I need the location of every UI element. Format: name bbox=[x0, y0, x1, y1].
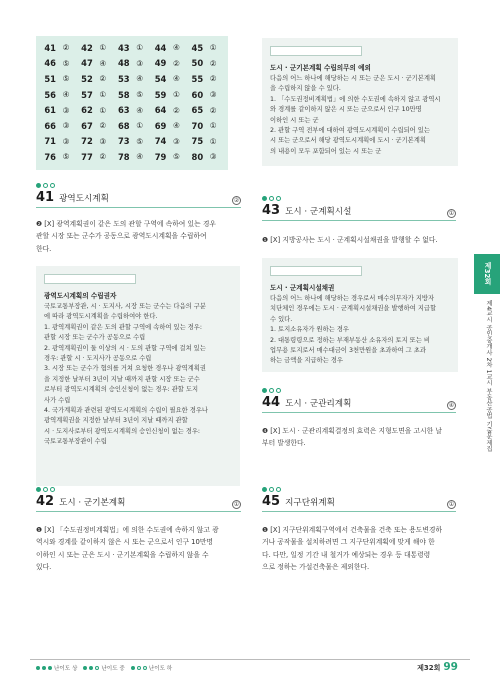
difficulty-dot-icon bbox=[50, 487, 55, 492]
explanation-line: ❷ [X] 광역계획권이 같은 도의 관할 구역에 속하여 있는 경우 bbox=[36, 220, 216, 228]
explanation-line: 부터 발생한다. bbox=[262, 439, 306, 448]
answer-choice: ② bbox=[99, 121, 107, 131]
difficulty-legend bbox=[36, 664, 172, 672]
question-45-header bbox=[262, 487, 456, 512]
answer-choice: ⑤ bbox=[172, 152, 180, 162]
answer-choice: ① bbox=[99, 90, 107, 100]
difficulty-dot-icon bbox=[262, 487, 267, 492]
footer-divider bbox=[30, 659, 470, 660]
answer-cell bbox=[40, 121, 77, 131]
box-text-line: 관할 시장 또는 군수가 공동으로 수립 bbox=[44, 334, 146, 342]
answer-question-number: 79 bbox=[154, 151, 167, 162]
box-title: 도시 · 군기본계획 수립의무의 예외 bbox=[270, 64, 371, 72]
explanation-line: 한다. bbox=[36, 244, 52, 253]
answer-question-number: 80 bbox=[191, 151, 204, 162]
answer-circle-icon: ① bbox=[448, 501, 455, 508]
answer-choice: ④ bbox=[172, 43, 180, 53]
answer-row bbox=[40, 134, 224, 150]
difficulty-dot-icon bbox=[269, 196, 274, 201]
question-44-header bbox=[262, 388, 456, 413]
question-44-explanation bbox=[262, 425, 442, 450]
difficulty-dot-icon bbox=[276, 196, 281, 201]
difficulty-dot-icon bbox=[36, 487, 41, 492]
side-tab-label: 제32회 bbox=[483, 262, 491, 286]
question-number: 45 bbox=[262, 494, 281, 509]
exception-info-box bbox=[262, 38, 458, 166]
answer-circle-icon: ① bbox=[233, 501, 240, 508]
answer-question-number: 65 bbox=[191, 105, 204, 116]
explanation-line: 으로 정하는 가설건축물은 제외한다. bbox=[262, 563, 370, 572]
box-text-line: 4. 국가계획과 관련된 광역도시계획의 수립이 필요한 경우나 bbox=[44, 407, 209, 415]
answer-cell bbox=[77, 90, 114, 100]
box-text-line: 광역계획권을 지정한 날부터 3년이 지날 때까지 관할 bbox=[44, 417, 188, 425]
answer-cell bbox=[187, 74, 224, 84]
answer-cell bbox=[187, 105, 224, 115]
answer-choice: ③ bbox=[172, 136, 180, 146]
question-number: 44 bbox=[262, 395, 281, 410]
box-text-line: 에 따라 광역도시계획을 수립하여야 한다. bbox=[44, 313, 158, 321]
answer-question-number: 50 bbox=[191, 58, 204, 69]
box-text-line: 시 또는 군으로서 해당 광역도시계획에 도시 · 군기본계획 bbox=[270, 137, 426, 145]
difficulty-dot-icon bbox=[36, 183, 41, 188]
answer-circle-icon: ① bbox=[448, 210, 455, 217]
answer-question-number: 49 bbox=[154, 58, 167, 69]
difficulty-dot-icon bbox=[276, 388, 281, 393]
answer-choice: ① bbox=[136, 43, 143, 53]
difficulty-dot-icon bbox=[89, 666, 93, 670]
question-number: 43 bbox=[262, 203, 281, 218]
difficulty-dot-icon bbox=[43, 183, 48, 188]
answer-choice: ④ bbox=[172, 121, 180, 131]
difficulty-dot-icon bbox=[276, 487, 281, 492]
box-text-line: 국토교통부장관이 수립 bbox=[44, 438, 107, 446]
answer-cell bbox=[114, 74, 151, 84]
answer-cell bbox=[114, 136, 151, 146]
answer-cell bbox=[150, 121, 187, 131]
box-text-line: 국토교통부장관, 시 · 도지사, 시장 또는 군수는 다음의 구분 bbox=[44, 303, 206, 310]
answer-cell bbox=[187, 136, 224, 146]
answer-cell bbox=[77, 58, 114, 68]
answer-question-number: 64 bbox=[154, 105, 167, 116]
question-45-explanation bbox=[262, 524, 442, 574]
answer-cell bbox=[150, 105, 187, 115]
answer-question-number: 54 bbox=[154, 73, 167, 84]
box-text-line: 경우: 관할 시 · 도지사가 공동으로 수립 bbox=[44, 355, 152, 363]
answer-cell bbox=[187, 152, 224, 162]
answer-cell bbox=[150, 74, 187, 84]
answer-choice: ③ bbox=[62, 136, 70, 146]
answer-choice: ① bbox=[209, 43, 217, 53]
answer-cell bbox=[187, 121, 224, 131]
box-text-line: 1. 「수도권정비계획법」에 의한 수도권에 속하지 않고 광역시 bbox=[270, 95, 441, 103]
answer-cell bbox=[77, 136, 114, 146]
difficulty-dot-icon bbox=[83, 666, 87, 670]
answer-choice: ⑤ bbox=[62, 152, 70, 162]
answer-question-number: 66 bbox=[44, 120, 56, 131]
answer-cell bbox=[77, 43, 114, 53]
difficulty-dot-icon bbox=[131, 666, 135, 670]
answer-cell bbox=[77, 74, 114, 84]
answer-choice: ③ bbox=[62, 121, 70, 131]
answer-question-number: 61 bbox=[44, 105, 56, 116]
explanation-line: 이하인 시 또는 군은 도시 · 군기본계획을 수립하지 않을 수 bbox=[36, 550, 209, 559]
answer-cell bbox=[150, 90, 187, 100]
box-text-line: 하는 금액을 지급하는 경우 bbox=[270, 357, 343, 365]
answer-cell bbox=[40, 43, 77, 53]
box-text-line: 2. 관할 구역 전부에 대하여 광역도시계획이 수립되어 있는 bbox=[270, 127, 430, 135]
answer-cell bbox=[77, 121, 114, 131]
answer-choice: ⑤ bbox=[62, 74, 70, 84]
answer-choice: ③ bbox=[99, 136, 107, 146]
answer-choice: ④ bbox=[62, 90, 70, 100]
chapter-side-tab bbox=[474, 254, 500, 294]
answer-choice: ④ bbox=[136, 74, 143, 84]
answer-cell bbox=[40, 136, 77, 146]
answer-question-number: 73 bbox=[117, 136, 130, 147]
box-text-line: 을 지정한 날부터 3년이 지날 때까지 관할 시장 또는 군수 bbox=[44, 375, 200, 383]
answer-choice: ③ bbox=[209, 90, 217, 100]
answer-question-number: 45 bbox=[191, 42, 204, 53]
answer-question-number: 74 bbox=[154, 136, 167, 147]
answer-choice: ⑤ bbox=[62, 58, 70, 68]
answer-cell bbox=[114, 58, 151, 68]
explanation-line: 역시와 경계를 같이하지 않은 시 또는 군으로서 인구 10만명 bbox=[36, 538, 213, 547]
page-number: 99 bbox=[443, 661, 458, 673]
answer-choice: ① bbox=[209, 136, 217, 146]
difficulty-dots bbox=[262, 388, 456, 393]
answer-question-number: 57 bbox=[81, 89, 93, 100]
answer-choice: ② bbox=[172, 58, 180, 68]
answer-cell bbox=[114, 90, 151, 100]
difficulty-dot-icon bbox=[43, 487, 48, 492]
box-header-bar bbox=[44, 274, 136, 284]
answer-grid bbox=[36, 36, 228, 170]
explanation-line: 거나 공작물을 설치하려면 그 지구단위계획에 맞게 해야 한 bbox=[262, 538, 435, 547]
box-text-line: 이하인 시 또는 군 bbox=[270, 116, 319, 124]
answer-question-number: 67 bbox=[81, 120, 93, 131]
box-title: 도시 · 군계획시설채권 bbox=[270, 284, 335, 292]
answer-cell bbox=[114, 121, 151, 131]
answer-question-number: 51 bbox=[44, 73, 56, 84]
answer-question-number: 43 bbox=[117, 42, 130, 53]
answer-circle-icon: ④ bbox=[448, 402, 455, 409]
box-text-line: 와 경계를 같이하지 않은 시 또는 군으로서 인구 10만명 bbox=[270, 106, 422, 114]
answer-question-number: 68 bbox=[117, 120, 130, 131]
answer-cell bbox=[40, 152, 77, 162]
legend-label: 난이도 중 bbox=[101, 666, 125, 672]
facility-bond-info-box bbox=[262, 258, 458, 372]
explanation-line: 다. 다만, 일정 기간 내 철거가 예상되는 경우 등 대통령령 bbox=[262, 550, 431, 559]
question-title: 도시 · 군관리계획 bbox=[285, 399, 352, 409]
answer-choice: ④ bbox=[136, 105, 143, 115]
answer-row bbox=[40, 71, 224, 87]
answer-choice: ④ bbox=[99, 58, 107, 68]
answer-cell bbox=[187, 90, 224, 100]
answer-choice: ② bbox=[99, 74, 107, 84]
answer-question-number: 48 bbox=[117, 58, 130, 69]
difficulty-dots bbox=[262, 487, 456, 492]
box-text-line: 1. 토지소유자가 원하는 경우 bbox=[270, 326, 349, 334]
answer-cell bbox=[150, 43, 187, 53]
answer-question-number: 69 bbox=[154, 120, 167, 131]
explanation-line: ❶ [X] 「수도권정비계획법」에 의한 수도권에 속하지 않고 광 bbox=[36, 526, 219, 534]
answer-cell bbox=[114, 152, 151, 162]
answer-row bbox=[40, 149, 224, 165]
answer-cell bbox=[187, 58, 224, 68]
answer-question-number: 46 bbox=[44, 58, 56, 69]
box-text-line: 다음의 어느 하나에 해당하는 시 또는 군은 도시 · 군기본계획 bbox=[270, 75, 437, 82]
difficulty-dot-icon bbox=[143, 666, 147, 670]
answer-cell bbox=[77, 152, 114, 162]
answer-cell bbox=[187, 43, 224, 53]
legend-high bbox=[36, 664, 77, 672]
box-header-bar bbox=[270, 266, 362, 276]
answer-question-number: 52 bbox=[81, 73, 93, 84]
box-text-line: 업무용 토지로서 매수대금이 3천만원을 초과하여 그 초과 bbox=[270, 347, 426, 355]
difficulty-dots bbox=[36, 183, 241, 188]
metro-plan-info-box bbox=[36, 266, 240, 486]
difficulty-dot-icon bbox=[50, 183, 55, 188]
answer-question-number: 77 bbox=[81, 151, 93, 162]
answer-question-number: 47 bbox=[81, 58, 93, 69]
legend-label: 난이도 상 bbox=[54, 666, 78, 672]
box-text-line: 2. 대통령령으로 정하는 부재부동산 소유자의 토지 또는 비 bbox=[270, 336, 430, 344]
question-title: 도시 · 군계획시설 bbox=[285, 207, 352, 217]
answer-choice: ② bbox=[209, 105, 217, 115]
answer-choice: ② bbox=[209, 74, 217, 84]
page-info bbox=[417, 661, 458, 673]
explanation-line: 관할 시장 또는 군수가 공동으로 광역도시계획을 수립하여 bbox=[36, 232, 207, 241]
side-running-title: 제4교시 공인중개사 2차 1교시 부동산공법 기출문제집 bbox=[485, 300, 492, 452]
difficulty-dot-icon bbox=[262, 196, 267, 201]
answer-question-number: 60 bbox=[191, 89, 204, 100]
answer-question-number: 76 bbox=[44, 151, 56, 162]
answer-choice: ③ bbox=[136, 58, 143, 68]
answer-choice: ① bbox=[209, 121, 217, 131]
answer-cell bbox=[40, 58, 77, 68]
explanation-line: ❹ [X] 도시 · 군관리계획결정의 효력은 지형도면을 고시한 날 bbox=[262, 427, 442, 435]
explanation-line: ❶ [X] 지방공사는 도시 · 군계획시설채권을 발행할 수 없다. bbox=[262, 236, 438, 244]
answer-question-number: 53 bbox=[117, 73, 130, 84]
answer-question-number: 63 bbox=[117, 105, 130, 116]
question-41-header bbox=[36, 183, 241, 208]
answer-row bbox=[40, 40, 224, 56]
answer-choice: ③ bbox=[62, 105, 70, 115]
difficulty-dot-icon bbox=[42, 666, 46, 670]
answer-choice: ⑤ bbox=[136, 90, 143, 100]
answer-choice: ④ bbox=[136, 152, 143, 162]
answer-cell bbox=[77, 105, 114, 115]
answer-cell bbox=[150, 152, 187, 162]
legend-label: 난이도 하 bbox=[148, 666, 173, 672]
answer-choice: ③ bbox=[209, 152, 217, 162]
question-41-explanation bbox=[36, 218, 216, 255]
box-text-line: 수 있다. bbox=[270, 315, 293, 323]
difficulty-dot-icon bbox=[48, 666, 52, 670]
box-text-line: 다음의 어느 하나에 해당하는 경우로서 매수의무자가 지방자 bbox=[270, 295, 435, 302]
answer-cell bbox=[114, 105, 151, 115]
question-title: 도시 · 군기본계획 bbox=[59, 498, 126, 508]
question-43-explanation bbox=[262, 234, 438, 246]
answer-choice: ① bbox=[99, 43, 107, 53]
difficulty-dot-icon bbox=[262, 388, 267, 393]
answer-choice: ② bbox=[209, 58, 217, 68]
answer-row bbox=[40, 102, 224, 118]
answer-choice: ⑤ bbox=[136, 136, 143, 146]
question-42-header bbox=[36, 487, 241, 512]
box-text-line: 의 내용이 모두 포함되어 있는 시 또는 군 bbox=[270, 147, 382, 155]
answer-row bbox=[40, 56, 224, 72]
answer-question-number: 78 bbox=[117, 151, 130, 162]
difficulty-dot-icon bbox=[95, 666, 99, 670]
answer-row bbox=[40, 87, 224, 103]
explanation-line: 있다. bbox=[36, 563, 52, 572]
answer-question-number: 58 bbox=[117, 89, 130, 100]
box-text-line: 사가 수립 bbox=[44, 396, 71, 404]
question-number: 41 bbox=[36, 190, 55, 205]
answer-cell bbox=[150, 58, 187, 68]
difficulty-dot-icon bbox=[137, 666, 141, 670]
question-title: 광역도시계획 bbox=[59, 194, 109, 204]
answer-cell bbox=[40, 105, 77, 115]
box-header-bar bbox=[270, 46, 362, 56]
box-text-line: 시 · 도지사로부터 광역도시계획의 승인신청이 없는 경우: bbox=[44, 427, 201, 435]
answer-choice: ① bbox=[99, 105, 107, 115]
box-text-line: 2. 광역계획권이 둘 이상의 시 · 도의 관할 구역에 걸쳐 있는 bbox=[44, 344, 206, 352]
round-label: 제32회 bbox=[417, 664, 441, 672]
box-text-line: 을 수립하지 않을 수 있다. bbox=[270, 85, 341, 93]
answer-question-number: 72 bbox=[81, 136, 93, 147]
box-text-line: 3. 시장 또는 군수가 협의를 거쳐 요청한 경우나 광역계획권 bbox=[44, 365, 206, 373]
answer-choice: ④ bbox=[172, 74, 180, 84]
box-text-line: 1. 광역계획권이 같은 도의 관할 구역에 속하여 있는 경우: bbox=[44, 323, 202, 331]
answer-question-number: 41 bbox=[44, 42, 56, 53]
answer-question-number: 42 bbox=[81, 42, 93, 53]
legend-mid bbox=[83, 664, 124, 672]
answer-cell bbox=[40, 90, 77, 100]
difficulty-dot-icon bbox=[269, 487, 274, 492]
answer-question-number: 59 bbox=[154, 89, 167, 100]
answer-choice: ② bbox=[62, 43, 70, 53]
answer-choice: ① bbox=[136, 121, 143, 131]
answer-circle-icon: ② bbox=[233, 197, 240, 204]
difficulty-dot-icon bbox=[269, 388, 274, 393]
box-text-line: 치단체인 경우에는 도시 · 군계획시설채권을 발행하여 지급할 bbox=[270, 305, 437, 313]
answer-cell bbox=[114, 43, 151, 53]
answer-row bbox=[40, 118, 224, 134]
answer-question-number: 55 bbox=[191, 73, 204, 84]
question-42-explanation bbox=[36, 524, 219, 574]
answer-question-number: 56 bbox=[44, 89, 56, 100]
answer-question-number: 44 bbox=[154, 42, 167, 53]
answer-choice: ② bbox=[99, 152, 107, 162]
question-number: 42 bbox=[36, 494, 55, 509]
answer-choice: ① bbox=[172, 90, 180, 100]
answer-question-number: 71 bbox=[44, 136, 56, 147]
explanation-line: ❶ [X] 지구단위계획구역에서 건축물을 건축 또는 용도변경하 bbox=[262, 526, 443, 534]
answer-question-number: 70 bbox=[191, 120, 204, 131]
answer-question-number: 62 bbox=[81, 105, 93, 116]
question-43-header bbox=[262, 196, 456, 221]
box-text-line: 로부터 광역도시계획의 승인신청이 없는 경우: 관할 도지 bbox=[44, 386, 199, 394]
question-title: 지구단위계획 bbox=[285, 498, 335, 508]
answer-cell bbox=[40, 74, 77, 84]
difficulty-dots bbox=[262, 196, 456, 201]
difficulty-dot-icon bbox=[36, 666, 40, 670]
answer-choice: ② bbox=[172, 105, 180, 115]
box-title: 광역도시계획의 수립권자 bbox=[44, 292, 117, 300]
legend-low bbox=[131, 664, 172, 672]
difficulty-dots bbox=[36, 487, 241, 492]
answer-cell bbox=[150, 136, 187, 146]
answer-question-number: 75 bbox=[191, 136, 204, 147]
